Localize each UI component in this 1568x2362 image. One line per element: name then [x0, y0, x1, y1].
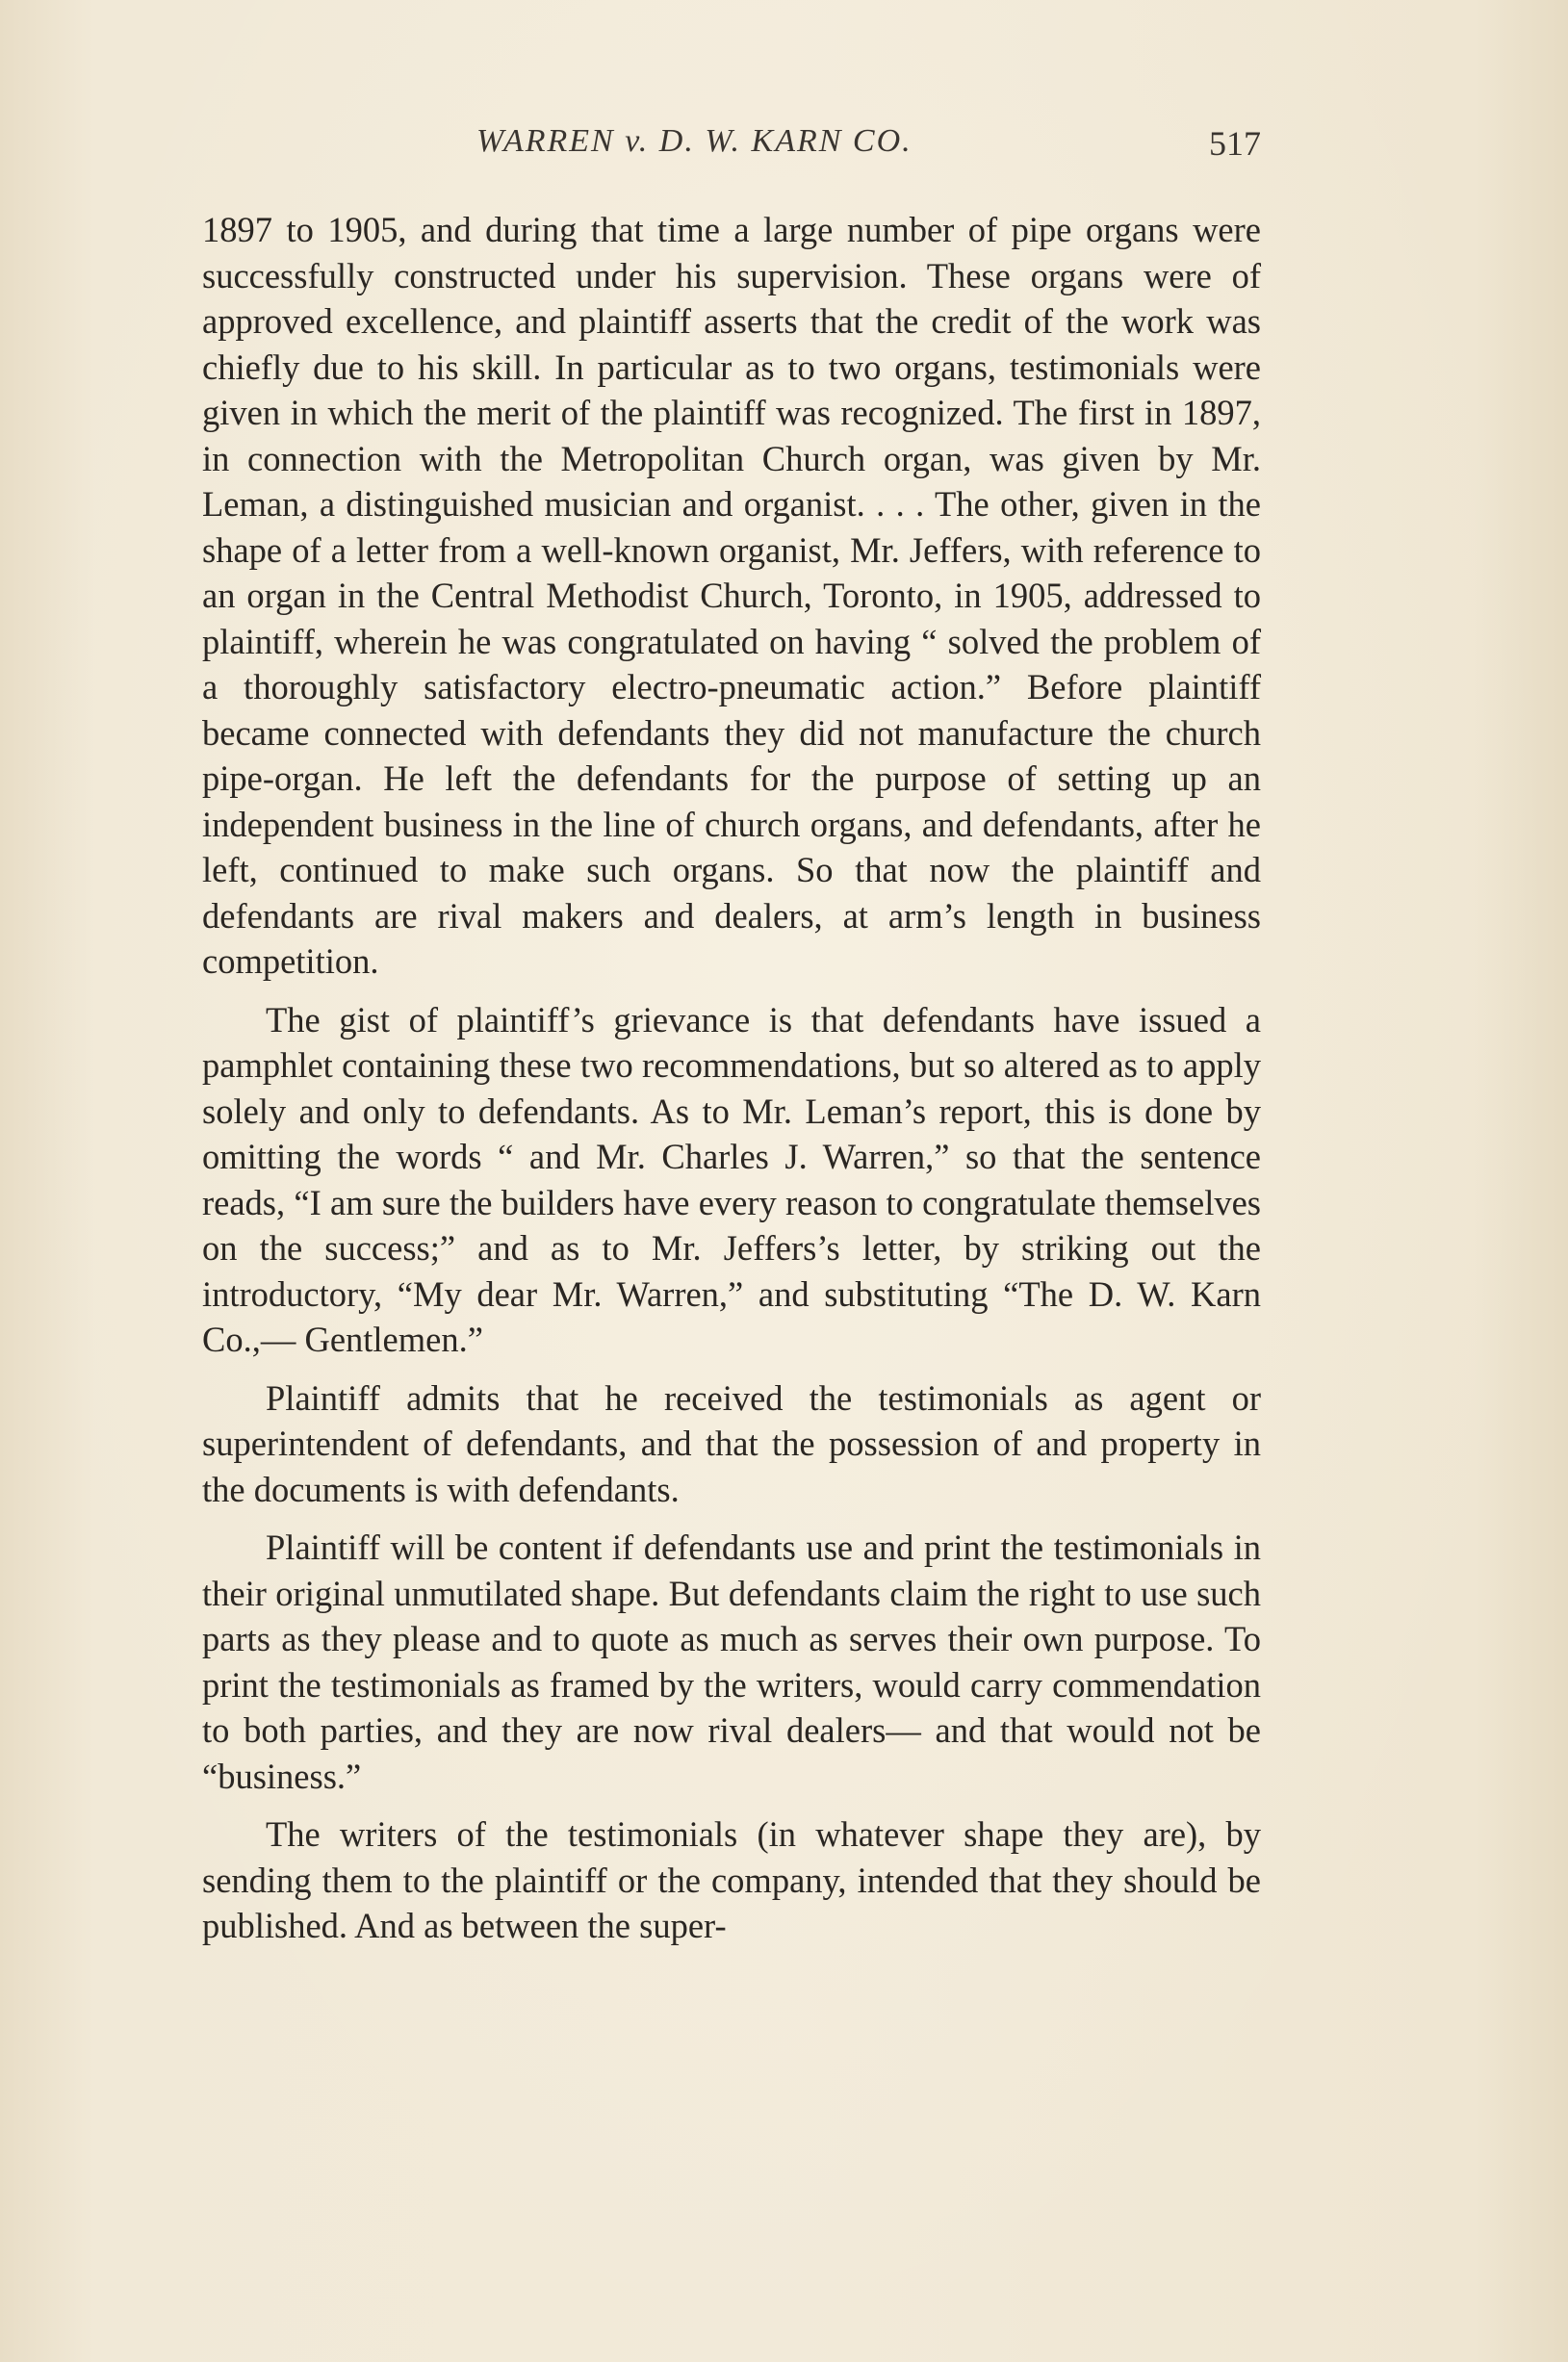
paragraph-continuation: 1897 to 1905, and during that time a large number of pipe organs were successfully constructed under his supervision. These organs were of approved excellence, and plaintiff asserts that the credit of the work was chiefly due to his skill. In particular as to two organs, testimonials were given in which the merit of the plaintiff was recognized. The first in 1897, in connection with the Metropolitan Church organ, was given by Mr. Leman, a distinguished musician and organist. . . . The other, given in the shape of a letter from a well-known organist, Mr. Jeffers, with reference to an organ in the Central Methodist Church, Toronto, in 1905, addressed to plaintiff, wherein he was congratulated on having “ solved the problem of a thoroughly satisfactory electro-pneumatic action.” Before plaintiff became connected with defendants they did not manufacture the church pipe-organ. He left the defendants for the purpose of setting up an independent business in the line of church organs, and defendants, after he left, continued to make such organs. So that now the plaintiff and defendants are rival makers and dealers, at arm’s length in business competition. — [202, 210, 1261, 981]
paragraph-grievance: The gist of plaintiff’s grievance is that defendants have issued a pamphlet containing these two recommendations, but so altered as to apply solely and only to defendants. As to Mr. Leman’s report, this is done by omitting the words “ and Mr. Charles J. Warren,” so that the sentence reads, “I am sure the builders have every reason to congratulate themselves on the success;” and as to Mr. Jeffers’s letter, by striking out the introductory, “My dear Mr. Warren,” and substituting “The D. W. Karn Co.,— Gentlemen.” — [202, 999, 1261, 1359]
paragraph-admission: Plaintiff admits that he received the testimonials as agent or superintendent of defendants, and that the possession of and property in the documents is with defendants. — [202, 1377, 1261, 1509]
page-number: 517 — [1209, 124, 1261, 163]
page-body — [202, 207, 1261, 1949]
paragraph-writers: The writers of the testimonials (in whatever shape they are), by sending them to the plaintiff or the company, intended that they should be published. And as between the super- — [202, 1814, 1261, 1945]
page-header — [202, 123, 1261, 171]
running-head: WARREN v. D. W. KARN CO. — [476, 123, 913, 159]
paragraph-content: Plaintiff will be content if defendants use and print the testimonials in their original unmutilated shape. But defendants claim the right to use such parts as they please and to quote as much as serves their own purpose. To print the testimonials as framed by the writers, would carry commendation to both parties, and they are now rival dealers— and that would not be “business.” — [202, 1528, 1261, 1796]
